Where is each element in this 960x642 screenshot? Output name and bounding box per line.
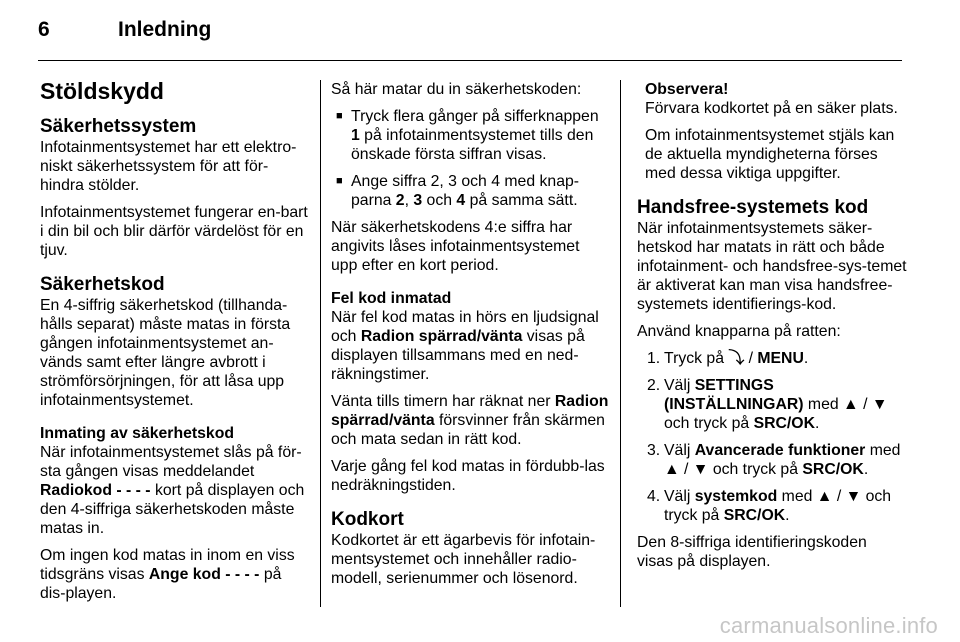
- list-item: 2. Välj SETTINGS (INSTÄLLNINGAR) med ▲ / ▼ och tryck på SRC/OK.: [647, 377, 888, 432]
- header-divider: [38, 60, 902, 61]
- paragraph: När infotainmentsystemets säker-hetskod har matats in rätt och både infotainment- och handsfree-sys-temet är aktiverat kan man visa handsfree-systemets identifierings-kod.: [637, 220, 907, 313]
- list-item: 4. Välj systemkod med ▲ / ▼ och tryck på SRC/OK.: [647, 488, 892, 524]
- bullet-list: [331, 107, 609, 210]
- page-title: Inledning: [118, 18, 212, 41]
- paragraph: Varje gång fel kod matas in fördubb-las nedräkningstiden.: [331, 458, 605, 494]
- list-item: ■ Ange siffra 2, 3 och 4 med knap-parna 2, 3 och 4 på samma sätt.: [331, 172, 609, 210]
- column-2: [331, 80, 609, 596]
- note-heading: Observera!: [645, 81, 729, 98]
- subheading-fel-kod: Fel kod inmatad: [331, 290, 452, 307]
- list-item: 1. Tryck på ⤵ / MENU.: [647, 350, 809, 367]
- paragraph: När säkerhetskodens 4:e siffra har angivits låses infotainmentsystemet upp efter en kort period.: [331, 219, 580, 274]
- page-header: [38, 18, 211, 58]
- paragraph: När infotainmentsystemet slås på för-sta gången visas meddelandet Radiokod - - - - kort på displayen och den 4-siffriga säkerhetskoden måste matas in.: [40, 444, 305, 537]
- subheading-kodkort: Kodkort: [331, 509, 404, 530]
- paragraph: Om infotainmentsystemet stjäls kan de aktuella myndigheterna förses med dessa viktiga uppgifter.: [645, 127, 895, 182]
- paragraph: Infotainmentsystemet fungerar en-bart i din bil och blir därför värdelöst för en tjuv.: [40, 204, 308, 259]
- subheading-sakerhetssystem: Säkerhetssystem: [40, 116, 197, 137]
- paragraph: Använd knapparna på ratten:: [637, 323, 841, 340]
- watermark: carmanualsonline.info: [719, 613, 938, 638]
- column-3: [637, 80, 907, 579]
- list-item: 3. Välj Avancerade funktioner med ▲ / ▼ och tryck på SRC/OK.: [647, 442, 901, 478]
- steps-list: [637, 349, 907, 525]
- paragraph: När fel kod matas in hörs en ljudsignal och Radion spärrad/vänta visas på displayen tillsammans med en ned-räkningstimer.: [331, 309, 599, 383]
- paragraph: En 4-siffrig säkerhetskod (tillhanda-hålls separat) måste matas in första gången infotainmentsystemet an-vänds samt efter längre avbrott i strömförsörjningen, för att låsa upp infotainmentsystemet.: [40, 297, 291, 409]
- section-heading-stoldskydd: Stöldskydd: [40, 78, 164, 104]
- column-divider-1: [320, 80, 321, 607]
- paragraph: Infotainmentsystemet har ett elektro-niskt säkerhetssystem för att för-hindra stölder.: [40, 139, 297, 194]
- subheading-handsfree-kod: Handsfree-systemets kod: [637, 197, 869, 218]
- paragraph: Den 8-siffriga identifieringskoden visas på displayen.: [637, 534, 867, 570]
- page-number: 6: [38, 18, 50, 41]
- list-item: ■ Tryck flera gånger på sifferknappen 1 på infotainmentsystemet tills den önskade första siffran visas.: [331, 107, 609, 164]
- paragraph: Om ingen kod matas in inom en viss tidsgräns visas Ange kod - - - - på dis-playen.: [40, 547, 295, 602]
- paragraph: Vänta tills timern har räknat ner Radion spärrad/vänta försvinner från skärmen och mata sedan in rätt kod.: [331, 393, 609, 448]
- phone-arrow-icon: ⤵: [728, 350, 745, 367]
- subheading-inmatning: Inmating av säkerhetskod: [40, 425, 235, 442]
- note-box: [637, 80, 907, 183]
- paragraph: Så här matar du in säkerhetskoden:: [331, 81, 582, 98]
- paragraph: Kodkortet är ett ägarbevis för infotain-mentsystemet och innehåller radio-modell, serienummer och lösenord.: [331, 532, 596, 587]
- column-divider-2: [620, 80, 621, 607]
- paragraph: Förvara kodkortet på en säker plats.: [645, 100, 898, 117]
- subheading-sakerhetskod: Säkerhetskod: [40, 274, 165, 295]
- column-1: [40, 70, 308, 611]
